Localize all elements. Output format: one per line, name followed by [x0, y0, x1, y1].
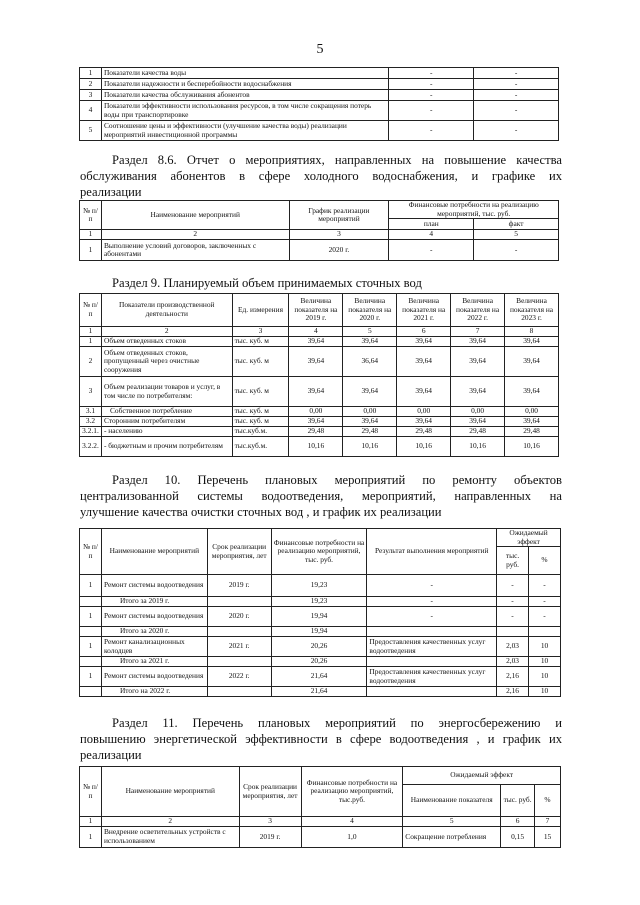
section-8-6-table: № п/п Наименование мероприятий График реализации мероприятий Финансовые потребности на реализацию мероприятий, тыс. руб. план факт 1 2 3 4 5 1 Выполнение условий договоров, заключенных с абонентами 2020 г. - - — [79, 200, 559, 261]
table-row: 3.2.2. - бюджетным и прочим потребителям тыс.куб.м. 10,16 10,16 10,16 10,16 10,16 — [80, 437, 559, 457]
table-row: 1 Ремонт канализационных колодцев 2021 г. 20,26 Предоставления качественных услуг водоотведения 2,03 10 — [80, 637, 561, 657]
indicators-table — [79, 67, 559, 141]
table-row: Итого за 2019 г. 19,23 - - - — [80, 597, 561, 607]
table-row: 1 Ремонт системы водоотведения 2020 г. 19,94 - - - — [80, 607, 561, 627]
table-row: 1 Ремонт системы водоотведения 2019 г. 19,23 - - - — [80, 575, 561, 597]
table-row: 3 Показатели качества обслуживания абонентов - - — [80, 90, 559, 101]
table-row: 1 Внедрение осветительных устройств с использованием 2019 г. 1,0 Сокращение потребления 0,15 15 — [80, 827, 561, 848]
table-row: Итого за 2021 г. 20,26 2,03 10 — [80, 657, 561, 667]
table-row: 1 Выполнение условий договоров, заключенных с абонентами 2020 г. - - — [80, 240, 559, 261]
table-row: 3.2.1. - населению тыс.куб.м. 29,48 29,48 29,48 29,48 29,48 — [80, 427, 559, 437]
section-9-table: № п/ п Показатели производственной деятельности Ед. измерения Величина показателя на 2019 г. Величина показателя на 2020 г. Величина показателя на 2021 г. Величина показателя на 2022 г. Величина показателя на 2023 г. 1 2 3 4 5 6 7 8 1 Объем отведенных стоков тыс. куб. м 39,64 39,64 39,64 39,64 39,64 2 Объем отведенных стоков, пропущенный через очистные сооружения тыс. куб. м 39,64 36,64 39,64 39,64 39,64 3 Объем реализации товаров и услуг, в том числе по потребителям: тыс. куб. м 39,64 39,64 39,64 39,64 39,64 3.1 Собственное потребление тыс. куб. м 0,00 0,00 0,00 0,00 0,00 3.2 Сторонним потребителям тыс. куб. м 39,64 39,64 39,64 39,64 39,64 3.2.1. - населению тыс.куб.м. 29,48 29,48 29,48 29,48 29,48 3.2.2. - бюджетным и прочим потребителям тыс.куб.м. 10,16 10,16 10,16 10,16 10,16 — [79, 293, 559, 457]
table-row: 5 Соотношение цены и эффективности (улучшение качества воды) реализации мероприятий инвестиционной программы - - — [80, 121, 559, 141]
table-row: 3.1 Собственное потребление тыс. куб. м 0,00 0,00 0,00 0,00 0,00 — [80, 407, 559, 417]
table-row: 3.2 Сторонним потребителям тыс. куб. м 39,64 39,64 39,64 39,64 39,64 — [80, 417, 559, 427]
section-9-heading: Раздел 9. Планируемый объем принимаемых сточных вод — [112, 276, 422, 290]
section-11-heading: Раздел 11. Перечень плановых мероприятий по энергосбережению и повышению энергетической эффективности в сфере водоотведения , и график их реализации — [80, 716, 562, 762]
section-10-table: № п/ п Наименование мероприятий Срок реализации мероприятия, лет Финансовые потребности на реализацию мероприятий, тыс. руб. Результат выполнения мероприятий Ожидаемый эффект тыс. руб. % 1 Ремонт системы водоотведения 2019 г. 19,23 - - - Итого за 2019 г. 19,23 - - - 1 Ремонт системы водоотведения 2020 г. 19,94 - - - Итого за 2020 г. 19,94 1 Ремонт канализационных колодцев 2021 г. 20,26 Предоставления качественных услуг водоотведения 2,03 10 Итого за 2021 г. 20,26 2,03 10 1 Ремонт системы водоотведения 2022 г. 21,64 Предоставления качественных услуг водоотведения 2,16 10 Итого на 2022 г. 21,64 2,16 10 — [79, 528, 561, 697]
table-row: 1 Показатели качества воды - - — [80, 68, 559, 79]
table-row: 2 Объем отведенных стоков, пропущенный через очистные сооружения тыс. куб. м 39,64 36,64 39,64 39,64 39,64 — [80, 347, 559, 377]
table-row: Итого на 2022 г. 21,64 2,16 10 — [80, 687, 561, 697]
section-11-table: № п/п Наименование мероприятий Срок реализации мероприятия, лет Финансовые потребности на реализацию мероприятий, тыс.руб. Ожидаемый эффект Наименование показателя тыс. руб. % 1 2 3 4 5 6 7 1 Внедрение осветительных устройств с использованием 2019 г. 1,0 Сокращение потребления 0,15 15 — [79, 766, 561, 848]
table-row: 3 Объем реализации товаров и услуг, в том числе по потребителям: тыс. куб. м 39,64 39,64 39,64 39,64 39,64 — [80, 377, 559, 407]
section-8-6-heading: Раздел 8.6. Отчет о мероприятиях, направленных на повышение качества обслуживания абонентов в сфере холодного водоснабжения, и графике их реализации — [80, 153, 562, 199]
table-row: 4 Показатели эффективности использования ресурсов, в том числе сокращения потерь воды при транспортировке - - — [80, 101, 559, 121]
page-number: 5 — [316, 42, 324, 57]
section-10-heading: Раздел 10. Перечень плановых мероприятий по ремонту объектов централизованной системы водоотведения, мероприятий, направленных на улучшение качества очистки сточных вод , и график их реализации — [80, 473, 562, 519]
table-row: 1 Объем отведенных стоков тыс. куб. м 39,64 39,64 39,64 39,64 39,64 — [80, 337, 559, 347]
table-row: 2 Показатели надежности и бесперебойности водоснабжения - - — [80, 79, 559, 90]
table-row: Итого за 2020 г. 19,94 — [80, 627, 561, 637]
table-row: 1 Ремонт системы водоотведения 2022 г. 21,64 Предоставления качественных услуг водоотведения 2,16 10 — [80, 667, 561, 687]
